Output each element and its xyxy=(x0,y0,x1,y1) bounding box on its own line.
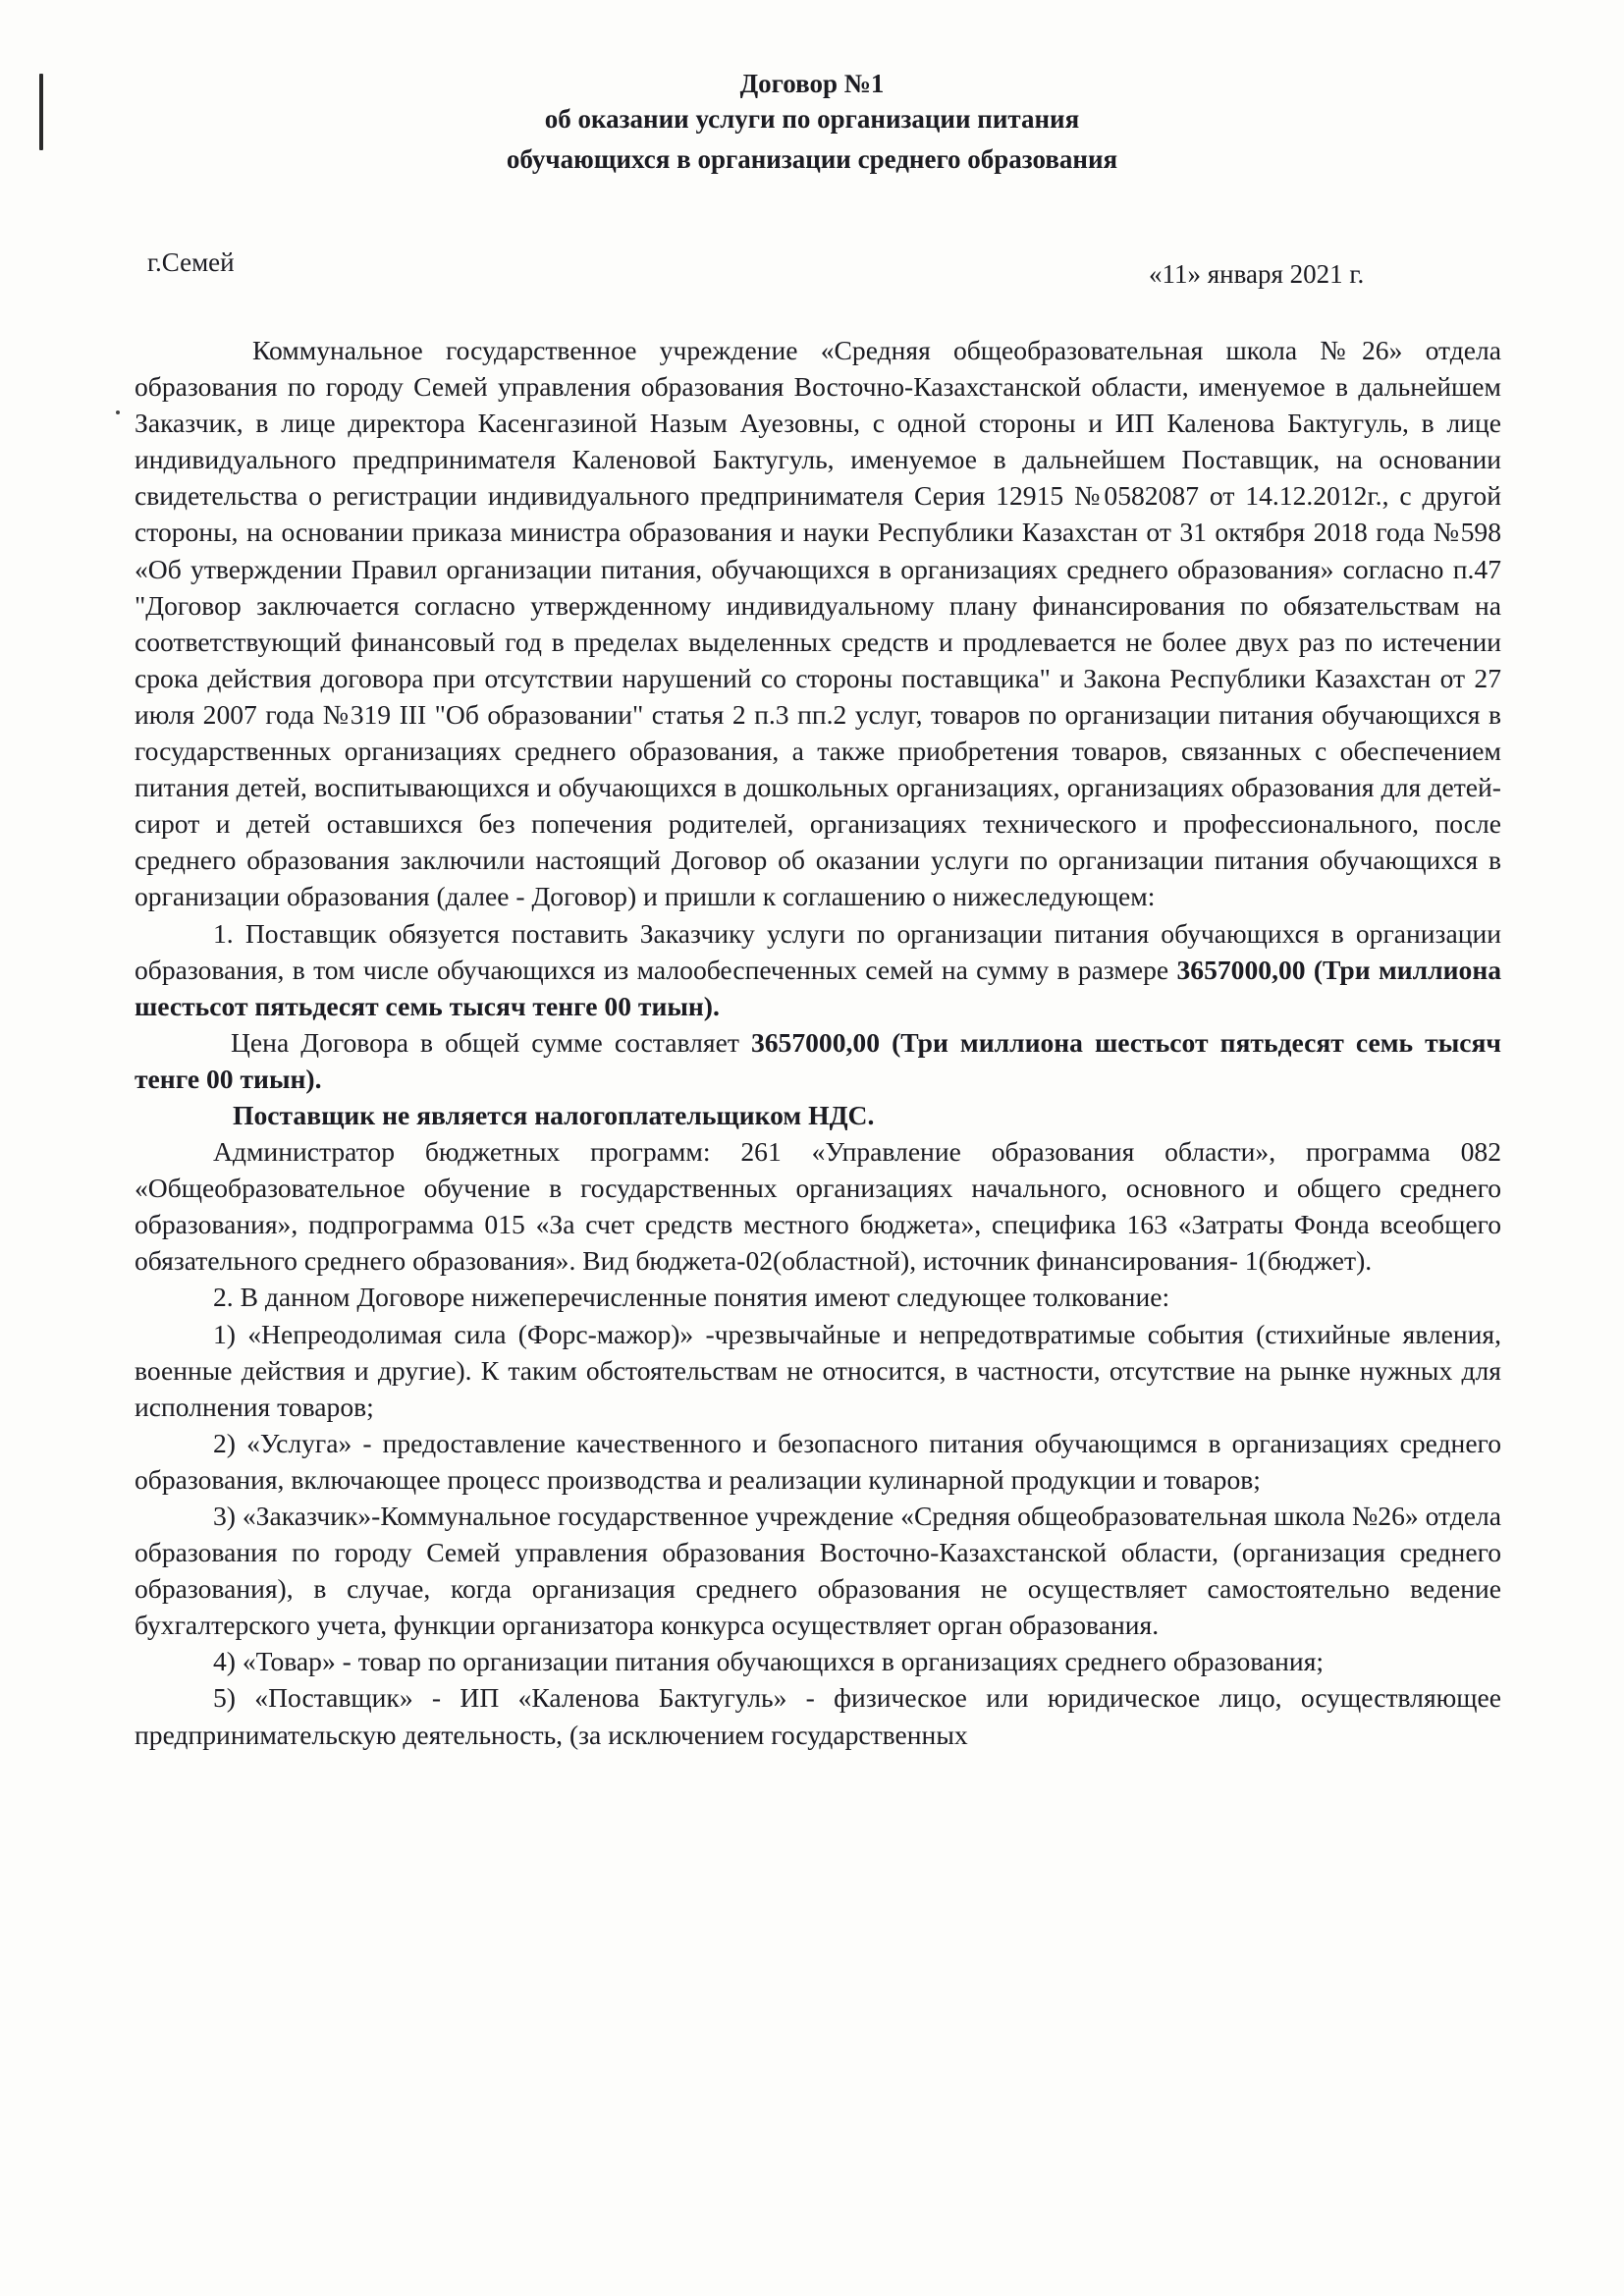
clause-1-amount: 3657000,00 (Три миллиона шестьсот пятьдесят семь тысяч тенге 00 тиын). xyxy=(135,954,1502,1021)
contract-body xyxy=(135,332,1501,1753)
price-paragraph xyxy=(135,1024,1501,1097)
definition-3: 3) «Заказчик»-Коммунальное государственное учреждение «Средняя общеобразовательная школа №26» отдела образования по городу Семей управления образования Восточно-Казахстанской области, (организация среднего образования), в случае, когда организация среднего образования не осуществляет самостоятельно ведение бухгалтерского учета, функции организатора конкурса осуществляет орган образования. xyxy=(135,1501,1502,1641)
scan-speck xyxy=(116,410,120,414)
definition-2: 2) «Услуга» - предоставление качественного и безопасного питания обучающимся в организациях среднего образования, включающее процесс производства и реализации кулинарной продукции и товаров; xyxy=(135,1427,1501,1495)
city-label: г.Семей xyxy=(147,247,235,277)
document-subtitle-line2: обучающихся в организации среднего образования xyxy=(506,144,1118,174)
clause-1-text: 1. Поставщик обязуется поставить Заказчику услуги по организации питания обучающихся в организации образования, в том числе обучающихся из малообеспеченных семей на сумму в размере xyxy=(135,917,1501,985)
clause-2-paragraph: 2. В данном Договоре нижеперечисленные понятия имеют следующее толкование: xyxy=(213,1282,1170,1313)
price-text: Цена Договора в общей сумме составляет xyxy=(231,1026,751,1058)
intro-paragraph: Коммунальное государственное учреждение «Средняя общеобразовательная школа №26» отдела образования по городу Семей управления образования Восточно-Казахстанской области, именуемое в дальнейшем Заказчик, в лице директора Касенгазиной Назым Ауезовны, с одной стороны и ИП Каленова Бактугуль, в лице индивидуального предпринимателя Каленовой Бактугуль, именуемое в дальнейшем Поставщик, на основании свидетельства о регистрации индивидуального предпринимателя Серия 12915 №0582087 от 14.12.2012г., с другой стороны, на основании приказа министра образования и науки Республики Казахстан от 31 октября 2018 года №598 «Об утверждении Правил организации питания, обучающихся в организациях среднего образования» согласно п.47 "Договор заключается согласно утвержденному индивидуальному плану финансирования по обязательствам на соответствующий финансовый год в пределах выделенных средств и продлевается не более двух раз по истечении срока действия договора при отсутствии нарушений со стороны поставщика" и Закона Республики Казахстан от 27 июля 2007 года №319 III "Об образовании" статья 2 п.3 пп.2 услуг, товаров по организации питания обучающихся в государственных организациях среднего образования, а также приобретения товаров, связанных с обеспечением питания детей, воспитывающихся и обучающихся в дошкольных организациях, организациях образования для детей-сирот и детей оставшихся без попечения родителей, организациях технического и профессионального, после среднего образования заключили настоящий Договор об оказании услуги по организации питания обучающихся в организации образования (далее - Договор) и пришли к соглашению о нижеследующем: xyxy=(135,335,1501,912)
definition-4: 4) «Товар» - товар по организации питания обучающихся в организациях среднего образования; xyxy=(213,1646,1325,1677)
vat-text: Поставщик не является налогоплательщиком НДС. xyxy=(233,1099,875,1130)
definition-1: 1) «Непреодолимая сила (Форс-мажор)» -чрезвычайные и непредотвратимые события (стихийные явления, военные действия и другие). К таким обстоятельствам не относится, в частности, отсутствие на рынке нужных для исполнения товаров; xyxy=(135,1318,1501,1422)
document-subtitle-line1: об оказании услуги по организации питания xyxy=(544,104,1080,134)
budget-paragraph: Администратор бюджетных программ: 261 «Управление образования области», программа 082 «Общеобразовательное обучение в государственных организациях начального, основного и общего среднего образования», подпрограмма 015 «За счет средств местного бюджета», специфика 163 «Затраты Фонда всеобщего обязательного среднего образования». Вид бюджета-02(областной), источник финансирования- 1(бюджет). xyxy=(135,1136,1501,1277)
date-label: «11» января 2021 г. xyxy=(1149,259,1365,289)
document-title: Договор №1 xyxy=(739,69,885,98)
vat-paragraph xyxy=(135,1097,1501,1133)
definition-5: 5) «Поставщик» - ИП «Каленова Бактугуль» - физическое или юридическое лицо, осуществляющее предпринимательскую деятельность, (за исключением государственных xyxy=(135,1682,1501,1750)
price-amount: 3657000,00 (Три миллиона шестьсот пятьдесят семь тысяч тенге 00 тиын). xyxy=(135,1026,1501,1094)
clause-1-paragraph xyxy=(135,915,1501,1024)
